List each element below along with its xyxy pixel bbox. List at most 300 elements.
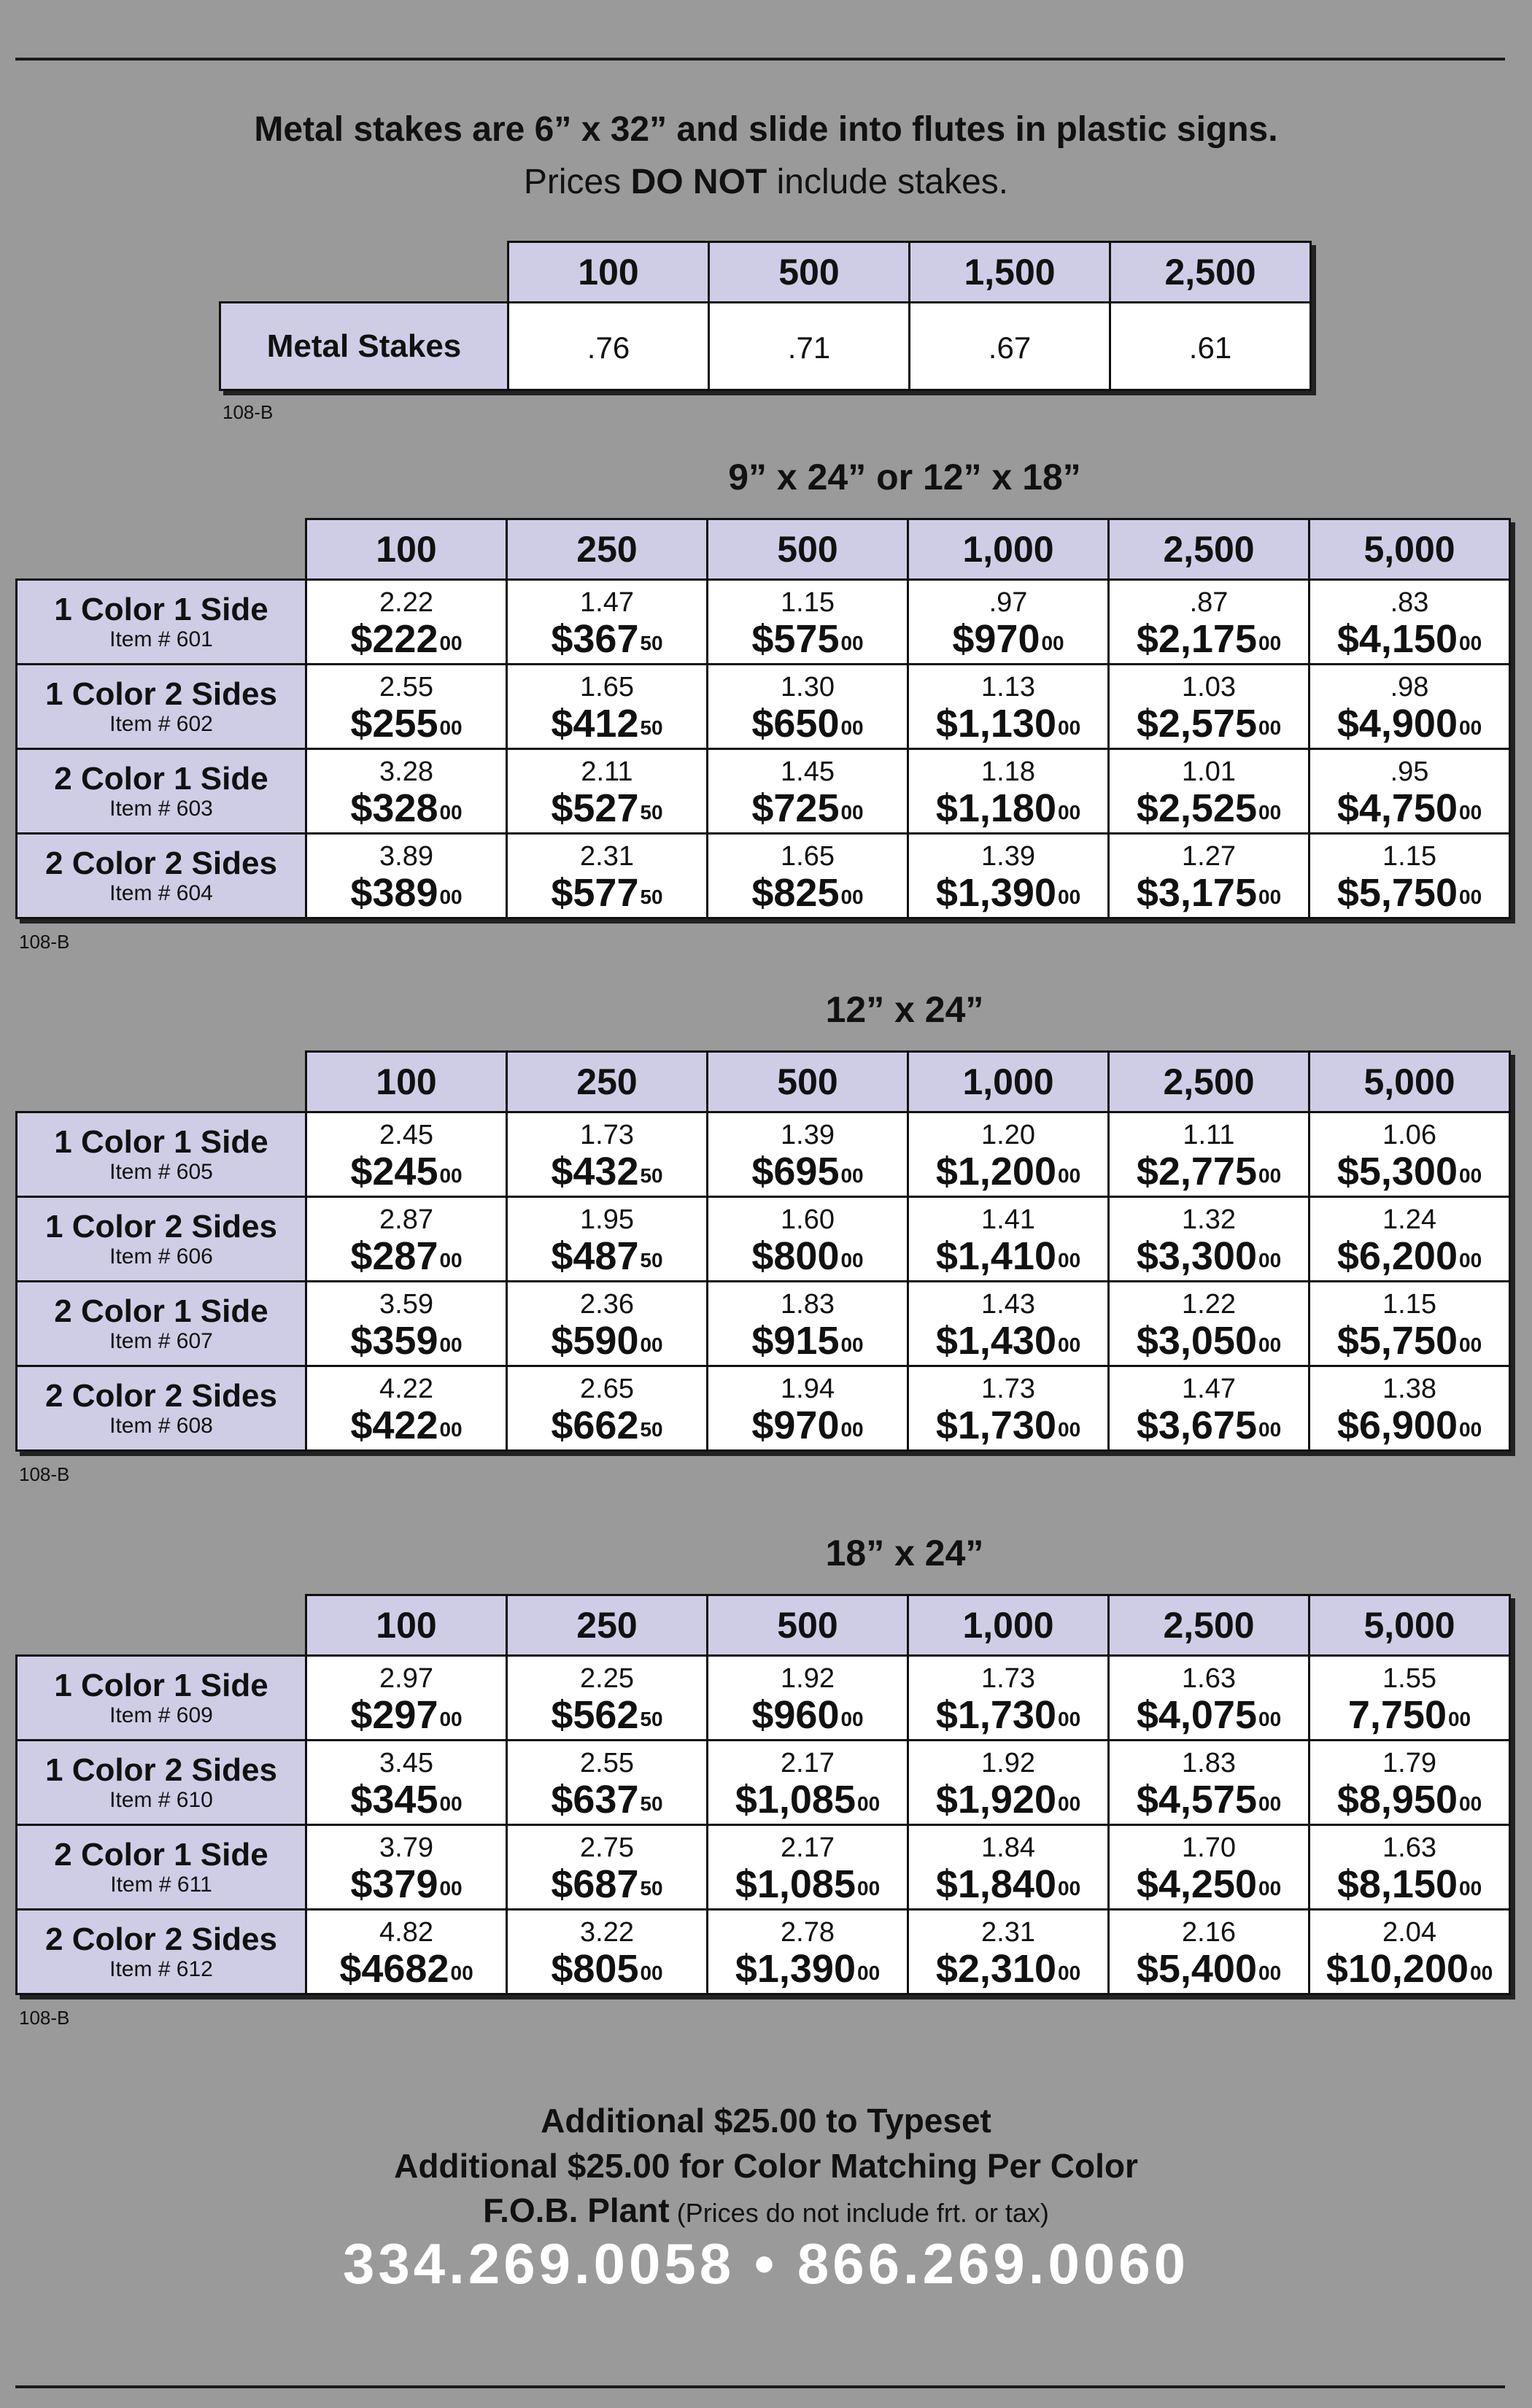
stakes-col-header: 1,500 <box>910 242 1110 303</box>
option-name: 2 Color 1 Side <box>54 1836 268 1873</box>
price-cell <box>306 1741 507 1825</box>
price-cell <box>306 1197 507 1282</box>
item-number: Item # 605 <box>109 1159 213 1184</box>
total-price: $4682$^{00}$ <box>339 1946 473 1991</box>
unit-price: 3.79 <box>379 1832 433 1863</box>
total-price: $\$662^{50}$ <box>551 1403 663 1447</box>
section-title: 9” x 24” or 12” x 18” <box>728 457 1081 498</box>
unit-price: 2.17 <box>781 1832 835 1863</box>
price-cell <box>908 1910 1109 1994</box>
price-cell <box>708 1282 908 1366</box>
item-number: Item # 610 <box>109 1787 213 1812</box>
unit-price: 1.73 <box>981 1662 1035 1694</box>
unit-price: 1.22 <box>1182 1288 1236 1320</box>
total-price: $3,300$^{00}$ <box>1136 1234 1282 1278</box>
price-cell <box>908 1825 1109 1910</box>
total-price: $3,675$^{00}$ <box>1136 1403 1282 1447</box>
item-number: Item # 601 <box>109 627 213 651</box>
total-price: $1,180$^{00}$ <box>935 786 1081 830</box>
stakes-col-header: 2,500 <box>1110 242 1311 303</box>
total-price: 7,750$^{00}$ <box>1347 1692 1471 1737</box>
price-cell <box>1109 1825 1309 1910</box>
price-cell <box>708 1197 908 1282</box>
unit-price: 1.92 <box>781 1662 835 1694</box>
qty-col-header: 100 <box>306 1052 507 1112</box>
section-code: 108-B <box>19 2007 70 2029</box>
unit-price: 1.43 <box>981 1288 1035 1320</box>
total-price: $4,250$^{00}$ <box>1136 1862 1282 1906</box>
blank-corner <box>17 519 306 580</box>
price-cell <box>306 1282 507 1366</box>
section-title: 12” x 24” <box>825 989 984 1030</box>
qty-col-header: 5,000 <box>1309 1595 1510 1656</box>
total-price: $2,575$^{00}$ <box>1136 701 1282 746</box>
unit-price: 2.17 <box>781 1747 835 1778</box>
price-cell <box>1109 665 1309 749</box>
item-number: Item # 604 <box>109 880 213 905</box>
total-price: $\$412^{50}$ <box>551 701 663 746</box>
total-price: $4,075$^{00}$ <box>1136 1692 1282 1737</box>
price-cell <box>507 1825 708 1910</box>
qty-col-header: 2,500 <box>1109 1052 1309 1112</box>
table-row <box>17 834 1510 918</box>
total-price: $\$637^{50}$ <box>551 1777 663 1822</box>
option-name: 2 Color 2 Sides <box>45 845 277 881</box>
unit-price: 3.59 <box>379 1288 433 1320</box>
unit-price: 1.01 <box>1182 756 1236 787</box>
qty-col-header: 250 <box>507 519 708 580</box>
table-row <box>17 665 1510 749</box>
row-header <box>17 1282 306 1366</box>
qty-col-header: 1,000 <box>908 519 1109 580</box>
total-price: $8,150$^{00}$ <box>1336 1862 1482 1906</box>
price-cell <box>708 1910 908 1994</box>
unit-price: 2.31 <box>580 840 634 872</box>
unit-price: 2.87 <box>379 1204 433 1235</box>
qty-col-header: 1,000 <box>908 1052 1109 1112</box>
unit-price: 3.89 <box>379 840 433 872</box>
unit-price: .98 <box>1390 671 1429 702</box>
price-cell <box>1109 1282 1309 1366</box>
unit-price: .95 <box>1390 756 1429 787</box>
price-cell <box>908 749 1109 834</box>
price-cell <box>708 1366 908 1451</box>
item-number: Item # 607 <box>109 1328 213 1353</box>
qty-col-header: 100 <box>306 1595 507 1656</box>
unit-price: 2.04 <box>1382 1916 1436 1948</box>
price-cell <box>1309 1741 1510 1825</box>
unit-price: 1.24 <box>1382 1204 1436 1235</box>
item-number: Item # 612 <box>109 1956 213 1981</box>
total-price: $1,430$^{00}$ <box>935 1318 1081 1363</box>
row-header <box>17 1656 306 1741</box>
price-cell <box>908 1366 1109 1451</box>
total-price: $\$687^{50}$ <box>551 1862 663 1906</box>
price-cell <box>306 834 507 918</box>
price-cell <box>1109 1741 1309 1825</box>
total-price: $\$562^{50}$ <box>551 1692 663 1737</box>
stakes-price: .61 <box>1110 303 1311 390</box>
price-cell <box>306 1825 507 1910</box>
total-price: $1,730$^{00}$ <box>935 1692 1081 1737</box>
row-header <box>17 665 306 749</box>
unit-price: 1.70 <box>1182 1832 1236 1863</box>
row-header <box>17 580 306 665</box>
unit-price: 1.20 <box>981 1119 1035 1150</box>
price-cell <box>908 834 1109 918</box>
unit-price: 4.22 <box>379 1373 433 1404</box>
unit-price: 3.28 <box>379 756 433 787</box>
unit-price: 1.95 <box>580 1204 634 1235</box>
table-row <box>17 1656 1510 1741</box>
price-table <box>15 1050 1511 1452</box>
unit-price: 1.92 <box>981 1747 1035 1778</box>
table-row <box>17 1825 1510 1910</box>
total-price: $\$297^{00}$ <box>350 1692 463 1737</box>
table-row <box>17 749 1510 834</box>
table-row <box>17 1112 1510 1197</box>
table-row <box>17 580 1510 665</box>
unit-price: 1.11 <box>1183 1119 1235 1150</box>
total-price: $\$960^{00}$ <box>751 1692 864 1737</box>
price-cell <box>1309 1910 1510 1994</box>
unit-price: 1.27 <box>1182 840 1236 872</box>
price-cell <box>708 1825 908 1910</box>
price-cell <box>908 1741 1109 1825</box>
unit-price: 1.84 <box>981 1832 1035 1863</box>
total-price: $\$345^{00}$ <box>350 1777 463 1822</box>
qty-col-header: 500 <box>708 1052 908 1112</box>
qty-col-header: 5,000 <box>1309 1052 1510 1112</box>
price-cell <box>908 1282 1109 1366</box>
total-price: $4,900$^{00}$ <box>1336 701 1482 746</box>
price-cell <box>908 1656 1109 1741</box>
option-name: 1 Color 1 Side <box>54 1667 268 1703</box>
option-name: 1 Color 1 Side <box>54 1123 268 1160</box>
unit-price: 1.18 <box>981 756 1035 787</box>
price-cell <box>507 1656 708 1741</box>
phone-numbers: 334.269.0058 • 866.269.0060 <box>343 2231 1189 2296</box>
price-cell <box>507 1741 708 1825</box>
unit-price: 2.22 <box>379 586 433 618</box>
total-price: $1,410$^{00}$ <box>935 1234 1081 1278</box>
item-number: Item # 611 <box>110 1872 212 1897</box>
unit-price: 2.78 <box>781 1916 835 1948</box>
unit-price: .83 <box>1390 586 1429 618</box>
total-price: $2,175$^{00}$ <box>1136 616 1282 661</box>
row-header <box>17 1197 306 1282</box>
price-cell <box>708 665 908 749</box>
total-price: $\$367^{50}$ <box>551 616 663 661</box>
row-header <box>17 1366 306 1451</box>
qty-col-header: 500 <box>708 1595 908 1656</box>
top-rule <box>15 58 1505 61</box>
total-price: $8,950$^{00}$ <box>1336 1777 1482 1822</box>
total-price: $3,175$^{00}$ <box>1136 870 1282 915</box>
price-cell <box>708 1112 908 1197</box>
section-code: 108-B <box>19 1463 70 1485</box>
unit-price: 1.41 <box>981 1204 1035 1235</box>
total-price: $2,775$^{00}$ <box>1136 1149 1282 1193</box>
price-cell <box>1109 1197 1309 1282</box>
qty-col-header: 1,000 <box>908 1595 1109 1656</box>
unit-price: 1.94 <box>781 1373 835 1404</box>
unit-price: 1.03 <box>1182 671 1236 702</box>
option-name: 2 Color 1 Side <box>54 1293 268 1329</box>
total-price: $\$970^{00}$ <box>952 616 1064 661</box>
section-title: 18” x 24” <box>825 1533 984 1573</box>
total-price: $1,840$^{00}$ <box>935 1862 1081 1906</box>
qty-col-header: 500 <box>708 519 908 580</box>
total-price: $\$800^{00}$ <box>751 1234 864 1278</box>
price-cell <box>306 749 507 834</box>
total-price: $\$575^{00}$ <box>751 616 864 661</box>
stakes-price: .67 <box>910 303 1110 390</box>
total-price: $4,750$^{00}$ <box>1336 786 1482 830</box>
row-header <box>17 1112 306 1197</box>
price-cell <box>507 580 708 665</box>
price-cell <box>507 1197 708 1282</box>
option-name: 2 Color 2 Sides <box>45 1921 277 1957</box>
total-price: $4,150$^{00}$ <box>1336 616 1482 661</box>
stakes-price: .71 <box>709 303 910 390</box>
price-cell <box>507 749 708 834</box>
unit-price: 1.47 <box>1182 1373 1236 1404</box>
price-table <box>15 518 1511 919</box>
unit-price: 1.15 <box>781 586 835 618</box>
total-price: $5,400$^{00}$ <box>1136 1946 1282 1991</box>
total-price: $6,900$^{00}$ <box>1336 1403 1482 1447</box>
price-cell <box>306 665 507 749</box>
price-cell <box>1309 665 1510 749</box>
unit-price: 1.13 <box>981 671 1035 702</box>
stakes-col-header: 500 <box>709 242 910 303</box>
price-cell <box>306 580 507 665</box>
unit-price: .87 <box>1189 586 1229 618</box>
total-price: $\$577^{50}$ <box>551 870 663 915</box>
total-price: $\$422^{00}$ <box>350 1403 463 1447</box>
unit-price: 2.45 <box>379 1119 433 1150</box>
total-price: $10,200$^{00}$ <box>1326 1946 1493 1991</box>
total-price: $\$389^{00}$ <box>350 870 463 915</box>
option-name: 1 Color 2 Sides <box>45 675 277 712</box>
price-cell <box>1109 1112 1309 1197</box>
total-price: $\$527^{50}$ <box>551 786 663 830</box>
unit-price: 1.38 <box>1382 1373 1436 1404</box>
price-cell <box>306 1910 507 1994</box>
total-price: $4,575$^{00}$ <box>1136 1777 1282 1822</box>
price-cell <box>306 1112 507 1197</box>
price-cell <box>908 580 1109 665</box>
unit-price: 1.39 <box>781 1119 835 1150</box>
unit-price: 1.45 <box>781 756 835 787</box>
table-row <box>17 1910 1510 1994</box>
table-row <box>17 1366 1510 1451</box>
total-price: $\$222^{00}$ <box>350 616 463 661</box>
price-cell <box>507 1910 708 1994</box>
blank-corner <box>17 1052 306 1112</box>
qty-col-header: 250 <box>507 1595 708 1656</box>
stakes-col-header: 100 <box>508 242 709 303</box>
blank-corner <box>17 1595 306 1656</box>
total-price: $\$725^{00}$ <box>751 786 864 830</box>
price-cell <box>1109 1910 1309 1994</box>
price-cell <box>1109 1656 1309 1741</box>
unit-price: 1.73 <box>580 1119 634 1150</box>
table-row <box>17 1197 1510 1282</box>
row-header <box>17 1825 306 1910</box>
stakes-row-label: Metal Stakes <box>220 303 508 390</box>
total-price: $\$359^{00}$ <box>350 1318 463 1363</box>
qty-col-header: 5,000 <box>1309 519 1510 580</box>
total-price: $1,730$^{00}$ <box>935 1403 1081 1447</box>
price-cell <box>908 665 1109 749</box>
price-cell <box>1309 1366 1510 1451</box>
total-price: $\$915^{00}$ <box>751 1318 864 1363</box>
price-cell <box>708 749 908 834</box>
option-name: 2 Color 2 Sides <box>45 1377 277 1414</box>
unit-price: 1.83 <box>781 1288 835 1320</box>
price-cell <box>1309 580 1510 665</box>
unit-price: 1.73 <box>981 1373 1035 1404</box>
total-price: $1,200$^{00}$ <box>935 1149 1081 1193</box>
item-number: Item # 603 <box>109 796 213 821</box>
price-cell <box>1109 1366 1309 1451</box>
unit-price: 2.55 <box>580 1747 634 1778</box>
unit-price: 2.55 <box>379 671 433 702</box>
price-cell <box>708 580 908 665</box>
price-cell <box>1309 1197 1510 1282</box>
unit-price: 1.63 <box>1182 1662 1236 1694</box>
unit-price: 4.82 <box>379 1916 433 1948</box>
blank-corner <box>220 242 508 303</box>
total-price: $1,920$^{00}$ <box>935 1777 1081 1822</box>
price-cell <box>507 665 708 749</box>
total-price: $\$590^{00}$ <box>551 1318 663 1363</box>
fob-note: F.O.B. Plant (Prices do not include frt. or tax) <box>483 2191 1049 2229</box>
price-cell <box>1309 834 1510 918</box>
total-price: $\$328^{00}$ <box>350 786 463 830</box>
subheadline: Prices DO NOT include stakes. <box>523 163 1009 201</box>
qty-col-header: 250 <box>507 1052 708 1112</box>
price-table <box>15 1594 1511 1995</box>
total-price: $\$487^{50}$ <box>551 1234 663 1278</box>
unit-price: 1.15 <box>1382 840 1436 872</box>
price-cell <box>708 834 908 918</box>
price-cell <box>1109 834 1309 918</box>
price-cell <box>507 1282 708 1366</box>
table-row <box>17 1741 1510 1825</box>
price-cell <box>306 1656 507 1741</box>
total-price: $\$255^{00}$ <box>350 701 463 746</box>
unit-price: 1.60 <box>781 1204 835 1235</box>
unit-price: 1.06 <box>1382 1119 1436 1150</box>
total-price: $\$695^{00}$ <box>751 1149 864 1193</box>
unit-price: 2.65 <box>580 1373 634 1404</box>
price-cell <box>708 1656 908 1741</box>
total-price: $\$287^{00}$ <box>350 1234 463 1278</box>
unit-price: 2.25 <box>580 1662 634 1694</box>
item-number: Item # 606 <box>109 1244 213 1269</box>
total-price: $1,130$^{00}$ <box>935 701 1081 746</box>
price-cell <box>708 1741 908 1825</box>
total-price: $1,085$^{00}$ <box>735 1777 881 1822</box>
typeset-note: Additional $25.00 to Typeset <box>541 2102 991 2140</box>
stakes-price: .76 <box>508 303 709 390</box>
row-header <box>17 834 306 918</box>
total-price: $\$805^{00}$ <box>551 1946 663 1991</box>
price-cell <box>507 1366 708 1451</box>
item-number: Item # 602 <box>109 711 213 736</box>
unit-price: 2.16 <box>1182 1916 1236 1948</box>
row-header <box>17 749 306 834</box>
section-code: 108-B <box>19 931 70 953</box>
unit-price: 2.11 <box>581 756 633 787</box>
bottom-rule <box>15 2385 1505 2388</box>
unit-price: 1.65 <box>781 840 835 872</box>
unit-price: 1.55 <box>1382 1662 1436 1694</box>
total-price: $\$970^{00}$ <box>751 1403 864 1447</box>
unit-price: 2.75 <box>580 1832 634 1863</box>
price-cell <box>1109 749 1309 834</box>
option-name: 2 Color 1 Side <box>54 760 268 797</box>
item-number: Item # 609 <box>109 1703 213 1727</box>
total-price: $2,525$^{00}$ <box>1136 786 1282 830</box>
total-price: $3,050$^{00}$ <box>1136 1318 1282 1363</box>
price-cell <box>507 1112 708 1197</box>
price-cell <box>908 1112 1109 1197</box>
item-number: Item # 608 <box>109 1413 213 1438</box>
unit-price: 2.97 <box>379 1662 433 1694</box>
unit-price: 1.32 <box>1182 1204 1236 1235</box>
qty-col-header: 2,500 <box>1109 1595 1309 1656</box>
unit-price: 1.79 <box>1382 1747 1436 1778</box>
total-price: $1,085$^{00}$ <box>735 1862 881 1906</box>
unit-price: 1.30 <box>781 671 835 702</box>
total-price: $\$650^{00}$ <box>751 701 864 746</box>
price-cell <box>1109 580 1309 665</box>
total-price: $1,390$^{00}$ <box>735 1946 881 1991</box>
total-price: $5,750$^{00}$ <box>1336 1318 1482 1363</box>
total-price: $1,390$^{00}$ <box>935 870 1081 915</box>
price-cell <box>306 1366 507 1451</box>
total-price: $\$245^{00}$ <box>350 1149 463 1193</box>
option-name: 1 Color 2 Sides <box>45 1751 277 1788</box>
qty-col-header: 100 <box>306 519 507 580</box>
total-price: $5,300$^{00}$ <box>1336 1149 1482 1193</box>
unit-price: 2.31 <box>981 1916 1035 1948</box>
unit-price: .97 <box>989 586 1028 618</box>
unit-price: 1.39 <box>981 840 1035 872</box>
price-cell <box>1309 1282 1510 1366</box>
unit-price: 1.47 <box>580 586 634 618</box>
table-row <box>17 1282 1510 1366</box>
price-cell <box>507 834 708 918</box>
total-price: $6,200$^{00}$ <box>1336 1234 1482 1278</box>
option-name: 1 Color 1 Side <box>54 591 268 627</box>
unit-price: 1.63 <box>1382 1832 1436 1863</box>
qty-col-header: 2,500 <box>1109 519 1309 580</box>
price-cell <box>1309 1656 1510 1741</box>
total-price: $\$432^{50}$ <box>551 1149 663 1193</box>
price-cell <box>908 1197 1109 1282</box>
price-cell <box>1309 1112 1510 1197</box>
price-cell <box>1309 749 1510 834</box>
total-price: $2,310$^{00}$ <box>935 1946 1081 1991</box>
unit-price: 3.45 <box>379 1747 433 1778</box>
row-header <box>17 1741 306 1825</box>
unit-price: 1.65 <box>580 671 634 702</box>
